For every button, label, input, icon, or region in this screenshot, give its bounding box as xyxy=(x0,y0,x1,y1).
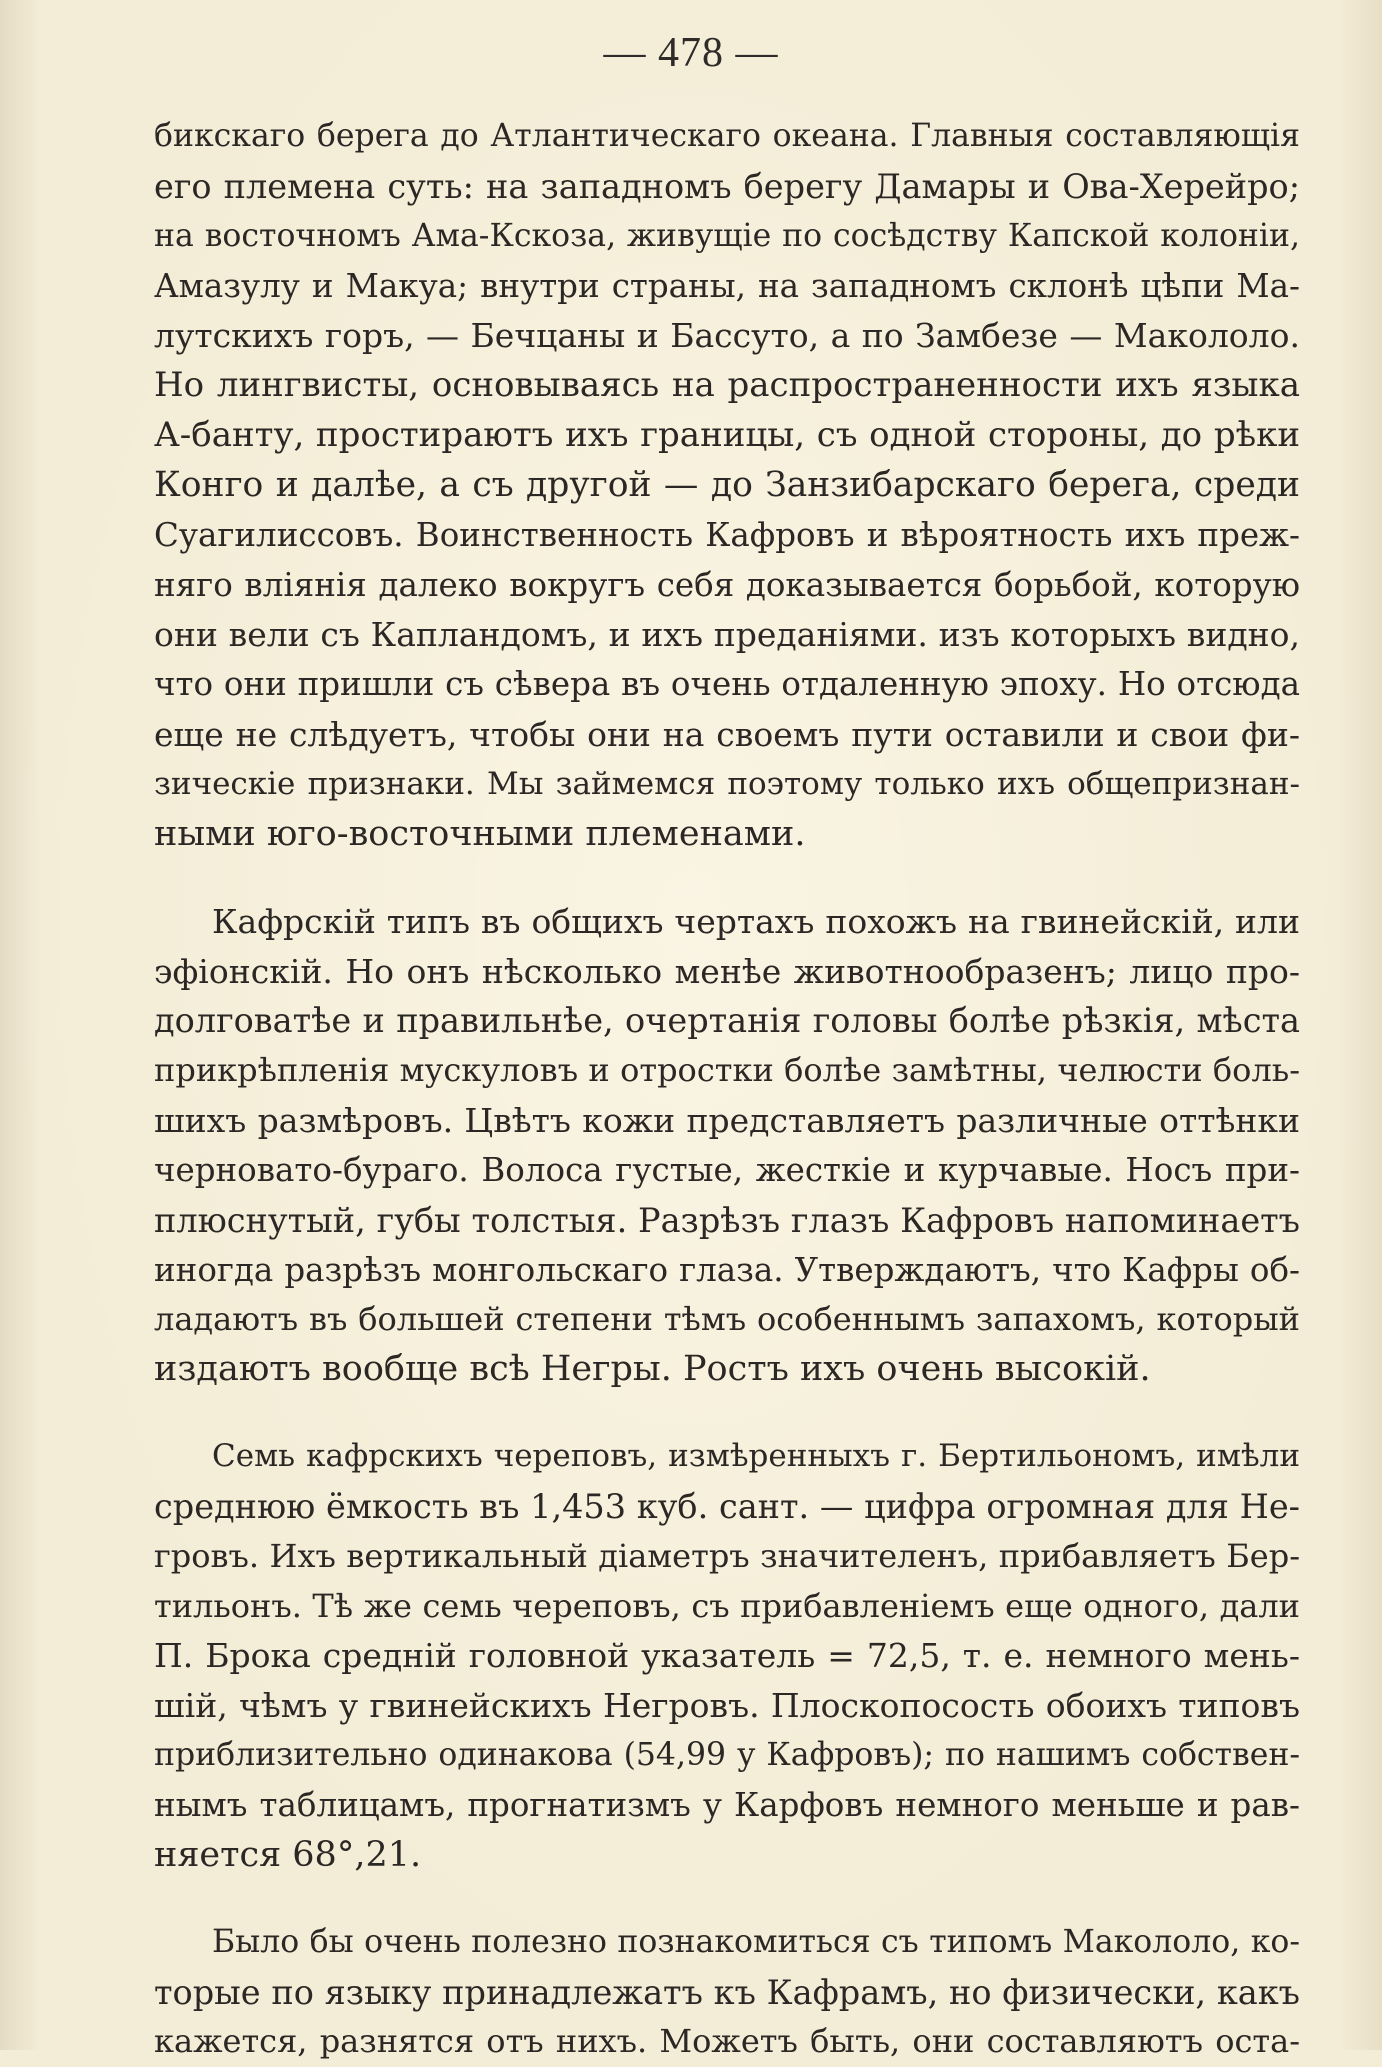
text-line: на восточномъ Ама-Кскоза, живущіе по сосѣдству Капской колоніи, xyxy=(154,217,1300,254)
text-line: эфіонскій. Но онъ нѣсколько менѣе животнообразенъ; лицо про- xyxy=(154,951,1300,991)
text-line: черновато-бураго. Волоса густые, жесткіе и курчавые. Носъ при- xyxy=(154,1150,1300,1189)
text-line: еще не слѣдуетъ, чтобы они на своемъ пути оставили и свои фи- xyxy=(154,715,1300,755)
text-line: няго вліянія далеко вокругъ себя доказывается борьбой, которую xyxy=(154,565,1300,604)
text-line: среднюю ёмкость въ 1,453 куб. сант. — цифра огромная для Не- xyxy=(154,1486,1300,1526)
paragraph-gap xyxy=(154,1881,1300,1918)
paragraph-gap xyxy=(154,860,1300,897)
paragraph-2 xyxy=(154,897,1300,1395)
text-line: Но лингвисты, основываясь на распространенности ихъ языка xyxy=(154,365,1300,406)
text-line: иногда разрѣзъ монгольскаго глаза. Утверждаютъ, что Кафры об- xyxy=(154,1250,1300,1289)
text-line: няется 68°,21. xyxy=(154,1834,422,1875)
text-line: его племена суть: на западномъ берегу Дамары и Ова-Херейро; xyxy=(154,166,1300,206)
paragraph-3 xyxy=(154,1432,1300,1881)
text-line: Амазулу и Макуа; внутри страны, на западномъ склонѣ цѣпи Ма- xyxy=(154,266,1300,305)
text-line: нымъ таблицамъ, прогнатизмъ у Карфовъ немного меньше и рав- xyxy=(154,1786,1300,1824)
text-line: что они пришли съ сѣвера въ очень отдаленную эпоху. Но отсюда xyxy=(154,665,1300,704)
body-text xyxy=(154,112,1300,2067)
text-line: зическіе признаки. Мы займемся поэтому только ихъ общепризнан- xyxy=(154,765,1300,802)
text-line: торые по языку принадлежатъ къ Кафрамъ, но физически, какъ xyxy=(154,1972,1300,2012)
text-line: прикрѣпленія мускуловъ и отростки болѣе замѣтны, челюсти боль- xyxy=(154,1051,1300,1090)
text-line: Семь кафрскихъ череповъ, измѣренныхъ г. Бертильономъ, имѣли xyxy=(212,1438,1300,1475)
text-line: П. Брока средній головной указатель = 72,5, т. е. немного мень- xyxy=(154,1636,1300,1676)
paragraph-4 xyxy=(154,1918,1300,2067)
text-line: плюснутый, губы толстыя. Разрѣзъ глазъ Кафровъ напоминаетъ xyxy=(154,1200,1300,1240)
text-line: тильонъ. Тѣ же семь череповъ, съ прибавленіемъ еще одного, дали xyxy=(154,1586,1300,1625)
paragraph-gap xyxy=(154,1395,1300,1432)
text-line: А-банту, простираютъ ихъ границы, съ одной стороны, до рѣки xyxy=(154,415,1300,456)
text-line: приблизительно одинакова (54,99 у Кафровъ); по нашимъ собствен- xyxy=(154,1737,1300,1774)
text-line: шій, чѣмъ у гвинейскихъ Негровъ. Плоскопосость обоихъ типовъ xyxy=(154,1686,1300,1726)
text-line: кажется, разнятся отъ нихъ. Можетъ быть, они составляютъ оста- xyxy=(154,2022,1300,2061)
text-line: гровъ. Ихъ вертикальный діаметръ значителенъ, прибавляетъ Бер- xyxy=(154,1536,1300,1575)
text-line: долговатѣе и правильнѣе, очертанія головы болѣе рѣзкія, мѣста xyxy=(154,1001,1300,1041)
text-line: бикскаго берега до Атлантическаго океана. Главныя составляющія xyxy=(154,118,1300,154)
text-line: шихъ размѣровъ. Цвѣтъ кожи представляетъ различные оттѣнки xyxy=(154,1101,1300,1141)
text-line: ными юго-восточными племенами. xyxy=(154,813,806,854)
text-line: Кафрскій типъ въ общихъ чертахъ похожъ на гвинейскій, или xyxy=(212,901,1300,941)
text-line: издаютъ вообще всѣ Негры. Ростъ ихъ очень высокій. xyxy=(154,1349,1151,1390)
page-number: — 478 — xyxy=(603,30,779,76)
text-line: ладаютъ въ большей степени тѣмъ особеннымъ запахомъ, который xyxy=(154,1300,1300,1339)
text-line: Суагилиссовъ. Воинственность Кафровъ и вѣроятность ихъ преж- xyxy=(154,515,1300,554)
text-line: Было бы очень полезно познакомиться съ типомъ Макололо, ко- xyxy=(212,1923,1300,1960)
text-line: они вели съ Капландомъ, и ихъ преданіями. изъ которыхъ видно, xyxy=(154,615,1300,655)
text-line: лутскихъ горъ, — Бечцаны и Бассуто, а по Замбезе — Макололо. xyxy=(154,316,1300,356)
text-line: Конго и далѣе, а съ другой — до Занзибарскаго берега, среди xyxy=(154,464,1300,505)
paragraph-1 xyxy=(154,112,1300,860)
